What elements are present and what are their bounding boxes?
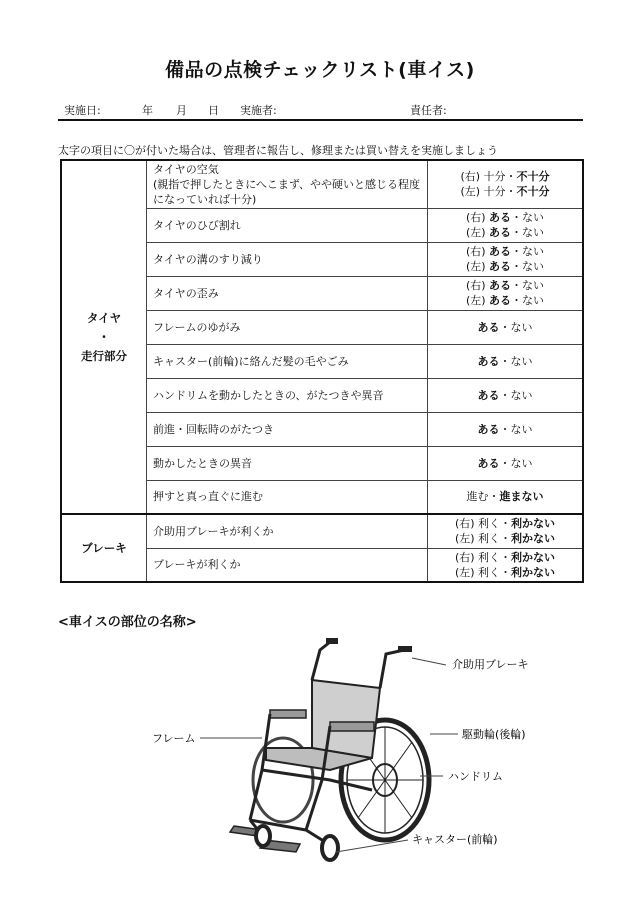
answer-line[interactable] <box>434 550 576 565</box>
option-normal[interactable]: 利く <box>478 550 501 564</box>
option-normal[interactable]: 十分 <box>483 170 506 184</box>
option-bad[interactable]: 不十分 <box>516 185 550 199</box>
responsible-label: 責任者: <box>410 104 447 117</box>
check-item <box>147 446 428 480</box>
option-normal[interactable]: ない <box>522 294 545 307</box>
option-bad[interactable]: ある <box>477 456 500 470</box>
check-item <box>147 548 428 582</box>
check-item <box>147 412 428 446</box>
check-item-line: タイヤの歪み <box>153 286 219 300</box>
option-normal[interactable]: ない <box>522 211 545 224</box>
answer-line[interactable] <box>434 210 576 225</box>
option-separator: ・ <box>511 226 523 239</box>
check-item-line: 介助用ブレーキが利くか <box>153 524 274 538</box>
option-bad[interactable]: ある <box>489 260 512 273</box>
check-item-line: 動かしたときの異音 <box>153 456 252 470</box>
answer-options[interactable] <box>428 514 584 548</box>
option-normal[interactable]: ない <box>510 320 533 334</box>
answer-options[interactable] <box>428 310 584 344</box>
check-item-line: キャスター(前輪)に絡んだ髪の毛やごみ <box>153 354 349 368</box>
option-normal[interactable]: 進む <box>466 490 489 504</box>
answer-line[interactable] <box>434 489 576 504</box>
side-label: (左) <box>465 260 486 273</box>
meta-line <box>58 97 583 121</box>
option-separator: ・ <box>505 185 517 199</box>
check-item-line: 押すと真っ直ぐに進む <box>153 490 263 504</box>
check-item-line: フレームのゆがみ <box>153 320 241 334</box>
table-row <box>61 514 583 548</box>
check-item <box>147 208 428 242</box>
option-bad[interactable]: ある <box>489 226 512 239</box>
label-handrim: ハンドリム <box>448 770 503 783</box>
option-normal[interactable]: ない <box>510 456 533 470</box>
answer-options[interactable] <box>428 480 584 514</box>
answer-options[interactable] <box>428 208 584 242</box>
wheelchair-illustration <box>0 630 640 905</box>
option-bad[interactable]: ある <box>489 294 512 307</box>
answer-line[interactable] <box>434 244 576 259</box>
option-bad[interactable]: ある <box>477 422 500 436</box>
answer-options[interactable] <box>428 344 584 378</box>
check-item <box>147 514 428 548</box>
answer-line[interactable] <box>434 456 576 471</box>
label-assist-brake: 介助用ブレーキ <box>452 658 529 671</box>
answer-line[interactable] <box>434 422 576 437</box>
option-separator: ・ <box>499 388 511 402</box>
option-normal[interactable]: 利く <box>478 532 501 546</box>
option-bad[interactable]: ある <box>477 354 500 368</box>
option-bad[interactable]: 利かない <box>511 517 556 531</box>
option-bad[interactable]: 進まない <box>499 490 544 504</box>
option-bad[interactable]: 利かない <box>511 532 556 546</box>
option-separator: ・ <box>499 320 511 334</box>
answer-line[interactable] <box>434 516 576 531</box>
answer-options[interactable] <box>428 276 584 310</box>
answer-line[interactable] <box>434 354 576 369</box>
category-tire-line: ・ <box>98 329 110 344</box>
month-label: 月 <box>176 104 187 117</box>
option-normal[interactable]: ない <box>510 422 533 436</box>
side-label: (右) <box>465 245 486 258</box>
option-bad[interactable]: ある <box>477 320 500 334</box>
side-label: (右) <box>465 279 486 292</box>
option-separator: ・ <box>511 260 523 273</box>
check-item <box>147 310 428 344</box>
option-bad[interactable]: 不十分 <box>516 170 550 184</box>
check-item <box>147 276 428 310</box>
instruction-note: 太字の項目に〇が付いた場合は、管理者に報告し、修理または買い替えを実施しましょう <box>58 144 498 157</box>
side-label: (左) <box>454 565 475 579</box>
side-label: (左) <box>465 226 486 239</box>
side-label: (右) <box>460 170 481 184</box>
check-item <box>147 160 428 208</box>
answer-options[interactable] <box>428 548 584 582</box>
inspector-label: 実施者: <box>240 104 277 117</box>
option-separator: ・ <box>488 490 500 504</box>
option-separator: ・ <box>499 354 511 368</box>
option-bad[interactable]: ある <box>489 245 512 258</box>
check-item <box>147 378 428 412</box>
option-normal[interactable]: ない <box>510 388 533 402</box>
side-label: (右) <box>454 517 475 531</box>
option-separator: ・ <box>511 294 523 307</box>
category-tire-line: タイヤ <box>86 310 122 325</box>
option-separator: ・ <box>500 517 512 531</box>
day-label: 日 <box>208 104 219 117</box>
answer-options[interactable] <box>428 412 584 446</box>
option-separator: ・ <box>511 279 523 292</box>
option-normal[interactable]: ない <box>522 279 545 292</box>
answer-line[interactable] <box>434 388 576 403</box>
option-normal[interactable]: 利く <box>478 565 501 579</box>
check-item <box>147 344 428 378</box>
label-drive-wheel: 駆動輪(後輪) <box>462 728 526 741</box>
checklist-table <box>60 159 584 583</box>
parts-heading: <車イスの部位の名称> <box>58 615 197 630</box>
option-normal[interactable]: ない <box>522 226 545 239</box>
check-item-line: タイヤの空気 <box>153 162 219 176</box>
option-bad[interactable]: ある <box>477 388 500 402</box>
seat-back-shape <box>312 680 380 758</box>
year-label: 年 <box>142 104 153 117</box>
check-item <box>147 242 428 276</box>
date-label: 実施日: <box>64 104 101 117</box>
table-row <box>61 160 583 208</box>
side-label: (左) <box>460 185 481 199</box>
answer-options[interactable] <box>428 160 584 208</box>
side-label: (左) <box>454 532 475 546</box>
category-brake: ブレーキ <box>61 514 147 582</box>
option-normal[interactable]: 十分 <box>483 185 506 199</box>
option-separator: ・ <box>499 422 511 436</box>
answer-options[interactable] <box>428 378 584 412</box>
answer-line[interactable] <box>434 565 576 580</box>
option-separator: ・ <box>500 532 512 546</box>
answer-line[interactable] <box>434 320 576 335</box>
label-frame: フレーム <box>152 732 196 745</box>
label-caster: キャスター(前輪) <box>412 833 498 846</box>
option-bad[interactable]: ある <box>489 211 512 224</box>
option-separator: ・ <box>511 245 523 258</box>
answer-line[interactable] <box>434 169 576 184</box>
side-label: (右) <box>454 550 475 564</box>
check-item <box>147 480 428 514</box>
option-normal[interactable]: 利く <box>478 517 501 531</box>
option-separator: ・ <box>511 211 523 224</box>
category-tire <box>61 160 147 514</box>
option-separator: ・ <box>500 565 512 579</box>
option-bad[interactable]: 利かない <box>511 565 556 579</box>
answer-line[interactable] <box>434 278 576 293</box>
option-normal[interactable]: ない <box>522 245 545 258</box>
side-label: (左) <box>465 294 486 307</box>
side-label: (右) <box>465 211 486 224</box>
option-separator: ・ <box>500 550 512 564</box>
option-separator: ・ <box>499 456 511 470</box>
answer-line[interactable] <box>434 259 576 274</box>
answer-options[interactable] <box>428 242 584 276</box>
answer-line[interactable] <box>434 184 576 199</box>
option-bad[interactable]: 利かない <box>511 550 556 564</box>
category-tire-line: 走行部分 <box>81 348 127 363</box>
option-normal[interactable]: ない <box>522 260 545 273</box>
page-title: 備品の点検チェックリスト(車イス) <box>165 59 475 81</box>
check-item-line: (親指で押したときにへこまず、やや硬いと感じる程度 <box>153 177 420 191</box>
check-item-line: ハンドリムを動かしたときの、がたつきや異音 <box>153 388 384 402</box>
check-item-line: 前進・回転時のがたつき <box>153 422 274 436</box>
option-separator: ・ <box>505 170 517 184</box>
answer-options[interactable] <box>428 446 584 480</box>
check-item-line: タイヤの溝のすり減り <box>153 252 263 266</box>
answer-line[interactable] <box>434 225 576 240</box>
answer-line[interactable] <box>434 531 576 546</box>
check-item-line: になっていれば十分) <box>153 192 257 206</box>
answer-line[interactable] <box>434 293 576 308</box>
check-item-line: タイヤのひび割れ <box>153 218 241 232</box>
option-normal[interactable]: ない <box>510 354 533 368</box>
check-item-line: ブレーキが利くか <box>153 558 241 572</box>
option-bad[interactable]: ある <box>489 279 512 292</box>
